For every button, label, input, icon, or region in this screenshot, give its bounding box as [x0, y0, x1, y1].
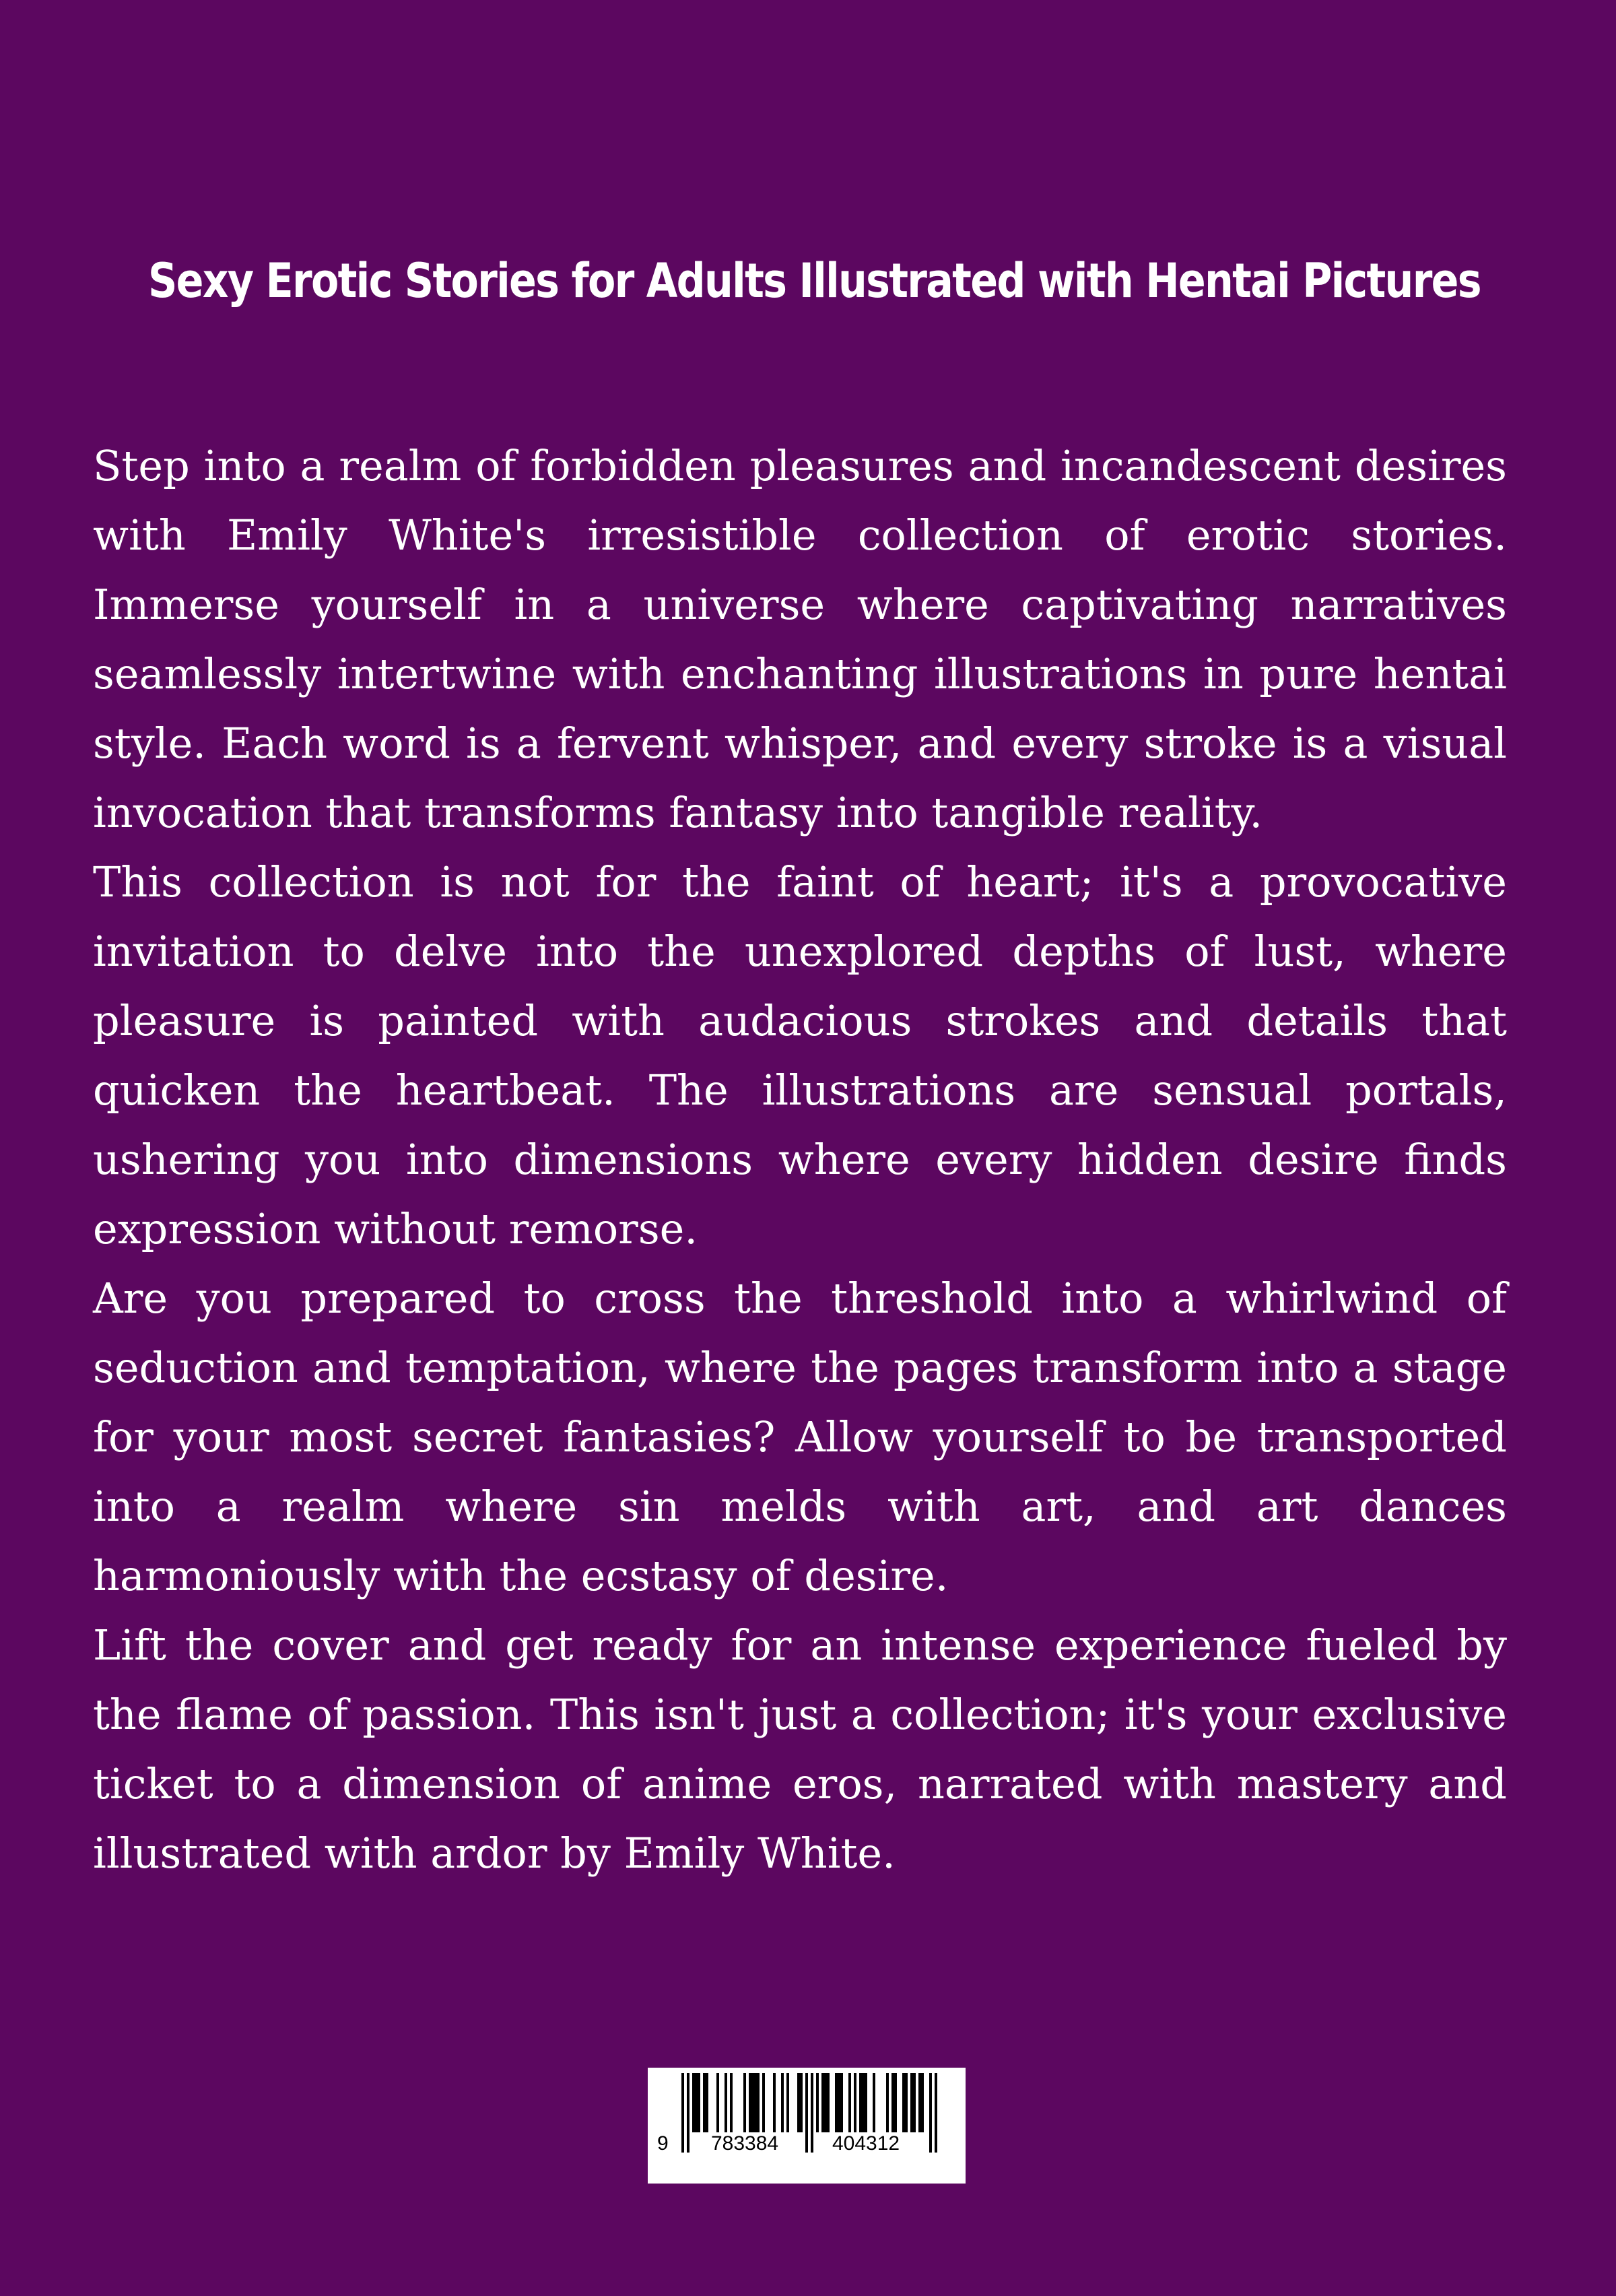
barcode-bar	[827, 2073, 830, 2132]
blurb-paragraph-1: Step into a realm of forbidden pleasures and incandescent desires with Emily White's irresistible collection of erotic stories. Immerse yourself in a universe where captivating narratives seamlessly intertwine with enchanting illustrations in pure hentai style. Each word is a fervent whisper, and every stroke is a visual invocation that transforms fantasy into tangible reality.	[93, 441, 1507, 837]
blurb-paragraph-3: Are you prepared to cross the threshold into a whirlwind of seduction and temptation, where the pages transform into a stage for your most secret fantasies? Allow yourself to be transported into a realm where sin melds with art, and art dances harmoniously with the ecstasy of desire.	[93, 1274, 1507, 1600]
barcode-bar	[835, 2073, 838, 2132]
barcode-right-group: 404312	[832, 2132, 900, 2155]
barcode-bar	[786, 2073, 789, 2132]
barcode-bar	[773, 2073, 776, 2132]
blurb	[93, 431, 1507, 1888]
barcode-bar	[913, 2073, 916, 2132]
barcode-bar	[692, 2073, 695, 2132]
barcode-first-digit: 9	[657, 2132, 669, 2155]
barcode-bar	[905, 2073, 908, 2132]
barcode-bar	[816, 2073, 819, 2132]
barcode-bar	[929, 2073, 932, 2153]
barcode-bar	[716, 2073, 719, 2132]
barcode-bar	[840, 2073, 843, 2132]
barcode-bars	[654, 2073, 959, 2178]
barcode-bar	[873, 2073, 875, 2132]
blurb-paragraph-4: Lift the cover and get ready for an intense experience fueled by the flame of passion. This isn't just a collection; it's your exclusive ticket to a dimension of anime eros, narrated with mastery and illustrated with ardor by Emily White.	[93, 1620, 1507, 1878]
isbn-barcode	[648, 2068, 966, 2184]
barcode-bar	[918, 2073, 921, 2132]
barcode-bar	[695, 2073, 698, 2132]
barcode-bar	[797, 2073, 800, 2132]
barcode-bar	[910, 2073, 913, 2132]
barcode-bar	[862, 2073, 865, 2132]
barcode-bar	[757, 2073, 760, 2132]
barcode-bar	[821, 2073, 824, 2132]
barcode-bar	[800, 2073, 803, 2132]
barcode-bar	[865, 2073, 867, 2132]
barcode-bar	[854, 2073, 856, 2132]
barcode-bar	[894, 2073, 897, 2132]
barcode-bar	[902, 2073, 905, 2132]
blurb-paragraph-2: This collection is not for the faint of heart; it's a provocative invitation to delve into the unexplored depths of lust, where pleasure is painted with audacious strokes and details that quicken the heartbeat. The illustrations are sensual portals, ushering you into dimensions where every hidden desire finds expression without remorse.	[93, 857, 1507, 1253]
barcode-bar	[754, 2073, 757, 2132]
barcode-bar	[703, 2073, 706, 2132]
barcode-bar	[848, 2073, 851, 2132]
barcode-bar	[921, 2073, 924, 2132]
barcode-bar	[824, 2073, 827, 2132]
barcode-bar	[935, 2073, 937, 2153]
barcode-bar	[886, 2073, 889, 2132]
barcode-bar	[891, 2073, 894, 2132]
barcode-bar	[751, 2073, 754, 2132]
barcode-bar	[706, 2073, 708, 2132]
barcode-bar	[762, 2073, 765, 2132]
barcode-bar	[859, 2073, 862, 2132]
barcode-bar	[687, 2073, 689, 2153]
barcode-bar	[743, 2073, 746, 2132]
barcode-bar	[811, 2073, 813, 2153]
cover-title: Sexy Erotic Stories for Adults Illustrated with Hentai Pictures	[148, 253, 1481, 308]
barcode-bar	[781, 2073, 784, 2132]
barcode-bar	[725, 2073, 727, 2132]
barcode-bar	[805, 2073, 808, 2153]
barcode-bar	[838, 2073, 840, 2132]
barcode-bar	[730, 2073, 733, 2132]
barcode-bar	[698, 2073, 700, 2132]
barcode-left-group: 783384	[711, 2132, 779, 2155]
barcode-bar	[681, 2073, 684, 2153]
barcode-bar	[749, 2073, 751, 2132]
